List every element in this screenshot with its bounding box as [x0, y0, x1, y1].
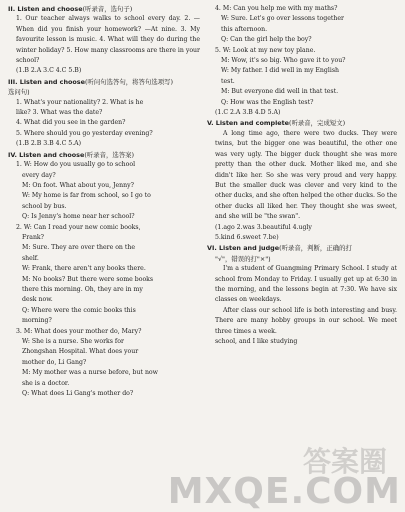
dialog-line: M: Wow, it's so big. Who gave it to you?	[221, 57, 346, 65]
dialog-line: M: Sure. They are over there on the	[22, 244, 136, 252]
dialog-line: Q: Can the girl help the boy?	[221, 36, 312, 44]
dialog-line: Zhongshan Hospital. What does your	[22, 348, 139, 356]
watermark-logo: 答案圈	[302, 445, 387, 478]
section-2-text: 1. Our teacher always walks to school every day. 2. —When did you finish your homework? —At nine. 3. My favourite lesson is music. 4. What will they do during the winter holiday? 5. How many classrooms are there in your school?	[16, 15, 200, 65]
dialog-line: test.	[221, 77, 235, 85]
dialog-line: W: Sure. Let's go over lessons together	[221, 15, 344, 23]
dialog-line: W: She is a nurse. She works for	[22, 338, 124, 345]
passage-text: I'm a student of Guangming Primary School. I study at school from Monday to Friday. I usually get up at 6:30 in the morning, and the lessons begin at 7:30. We have six classes on weekdays.	[215, 265, 397, 304]
dialog-line: this afternoon.	[221, 25, 268, 33]
dialog-line: Q: How was the English test?	[221, 98, 314, 106]
section-4-answers: (1.C 2.A 3.B 4.D 5.A)	[215, 109, 281, 117]
dialog-line: M: But everyone did well in that test.	[221, 88, 339, 96]
section-3-heading-cont: 选问句)	[8, 88, 30, 97]
section-note: (听问句选答句，将答句选项写)	[84, 77, 174, 86]
section-6-note-cont: "√"，错误的打"×")	[215, 254, 271, 263]
dialog-line: 1. W: How do you usually go to school	[16, 161, 136, 169]
dialog-line: 3. M: What does your mother do, Mary?	[16, 327, 142, 335]
section-note: (听录音，完成短文)	[289, 119, 346, 128]
section-title: IV. Listen and choose	[8, 150, 85, 159]
passage-text: A long time ago, there were two ducks. They were twins, but the bigger one was beautiful, the other one was very ugly. The bigger duck thought she was more pretty than the other duck. Mother liked me, and she didn't like her. So she was very proud and very happy. But the smaller duck was clever and very kind to the other ducks, and she often helped the other ducks. So the other ducks all liked her. They thought she was sweet, and she will be "the swan".	[215, 129, 397, 221]
dialog-line: mother do, Li Gang?	[22, 358, 87, 366]
passage-text: school, and I like studying	[215, 338, 298, 345]
section-5-heading	[207, 118, 397, 128]
section-note: (听录音，选答案)	[84, 150, 135, 159]
section-2-heading	[8, 4, 200, 14]
passage-text: After class our school life is both interesting and busy. There are many hobby groups in our school. We meet three times a week.	[215, 306, 397, 335]
dialog-line: every day?	[22, 171, 56, 179]
section-3-answers: (1.B 2.B 3.B 4.C 5.A)	[16, 140, 82, 148]
dialog-line: 4. M: Can you help me with my maths?	[215, 5, 338, 12]
section-4-heading	[8, 150, 200, 160]
section-3-heading	[8, 77, 200, 87]
dialog-line: M: On foot. What about you, Jenny?	[22, 181, 134, 189]
dialog-line: W: My father. I did well in my English	[221, 67, 339, 75]
dialog-line: Q: Is Jenny's home near her school?	[22, 213, 135, 221]
dialog-line: W: Frank, there aren't any books there.	[22, 265, 146, 273]
section-3-line: 1. What's your nationality? 2. What is he	[16, 98, 144, 106]
dialog-line: she is a doctor.	[22, 379, 70, 387]
dialog-line: Q: What does Li Gang's mother do?	[22, 390, 134, 398]
section-title: II. Listen and choose	[8, 5, 83, 13]
section-note: (听录音，选句子)	[82, 5, 133, 13]
section-title: VI. Listen and judge	[207, 244, 280, 253]
section-3-line: like? 3. What was the date?	[16, 109, 103, 117]
watermark-text: MXQE.COM	[167, 471, 401, 512]
dialog-line: Q: Where were the comic books this	[22, 306, 136, 314]
section-title: III. Listen and choose	[8, 77, 85, 86]
dialog-line: Frank?	[22, 233, 44, 241]
section-3-line: 5. Where should you go yesterday evening?	[16, 129, 153, 137]
right-column	[207, 4, 397, 347]
dialog-line: there this morning. Oh, they are in my	[22, 285, 143, 293]
dialog-line: shelf.	[22, 254, 39, 262]
section-5-answers: (1.ago 2.was 3.beautiful 4.ugly	[215, 223, 312, 231]
dialog-line: 5. W: Look at my new toy plane.	[215, 46, 316, 54]
section-title: V. Listen and complete	[207, 119, 289, 128]
dialog-line: desk now.	[22, 296, 53, 304]
dialog-line: morning?	[22, 317, 52, 325]
dialog-line: M: My mother was a nurse before, but now	[22, 369, 158, 377]
section-note: (听录音，判断，正确的打	[279, 244, 352, 253]
dialog-line: 2. W: Can I read your new comic books,	[16, 223, 141, 231]
dialog-line: M: No books? But there were some books	[22, 275, 154, 283]
section-2-answers: (1.B 2.A 3.C 4.C 5.B)	[16, 67, 82, 75]
section-5-answers-cont: 5.kind 6.sweet 7.be)	[215, 233, 279, 241]
section-6-heading	[207, 243, 397, 253]
dialog-line: school by bus.	[22, 202, 67, 210]
left-column	[8, 4, 200, 399]
section-3-line: 4. What did you see in the garden?	[16, 119, 126, 127]
dialog-line: W: My home is far from school, so I go to	[22, 192, 151, 200]
